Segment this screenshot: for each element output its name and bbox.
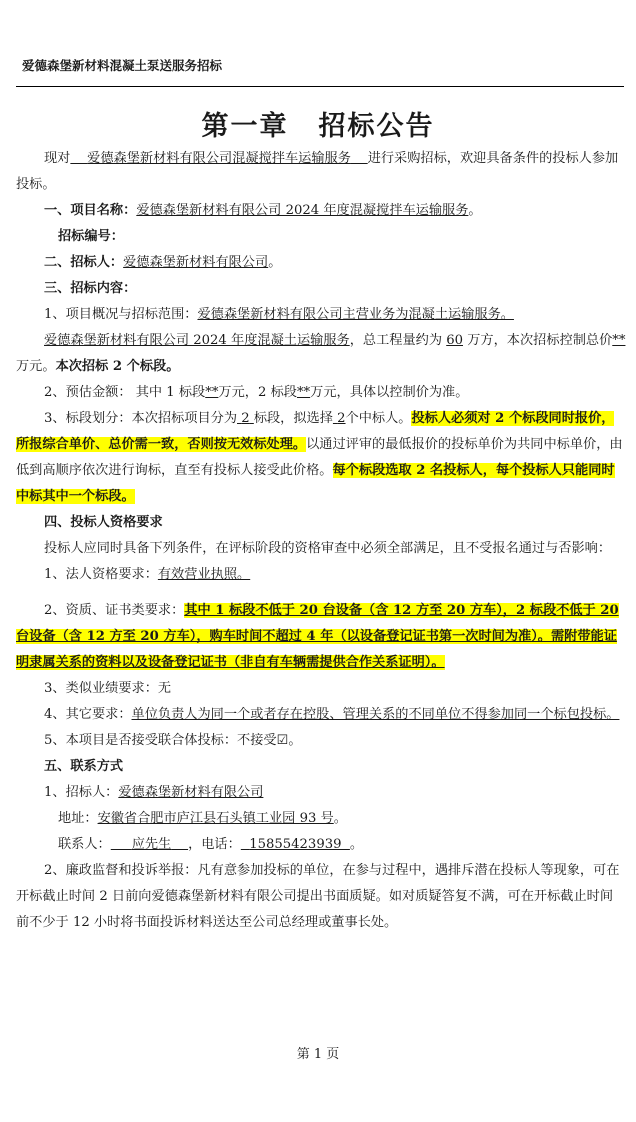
qualification-2: 2、资质、证书类要求：其中 1 标段不低于 20 台设备（含 12 方至 20 方车），2 标段不低于 20 台设备（含 12 方至 20 方车），购车时间不超过 4 年（以设备登记证书第一次时间为准）。需附带能证明隶属关系的资料以及设备登记证书（非自有车辆需提供合作关系证明）。: [16, 603, 619, 670]
chapter-title: [0, 104, 636, 143]
qualification-5: 5、本项目是否接受联合体投标：不接受☑。: [44, 733, 302, 748]
contact-address: 地址：安徽省合肥市庐江县石头镇工业园 93 号。: [58, 811, 347, 826]
intro-paragraph: 现对 爱德森堡新材料有限公司混凝搅拌车运输服务 进行采购招标，欢迎具备条件的投标人参加投标。: [16, 151, 619, 192]
running-header: 爱德森堡新材料混凝土泵送服务招标: [22, 58, 223, 73]
contact-tenderer: 1、招标人：爱德森堡新材料有限公司: [44, 785, 264, 800]
qualification-intro: 投标人应同时具备下列条件，在评标阶段的资格审查中必须全部满足，且不受报名通过与否影响：: [44, 541, 612, 556]
section-4-heading: 四、投标人资格要求: [44, 515, 163, 530]
section-3-heading: 三、招标内容：: [44, 281, 137, 296]
qualification-3: 3、类似业绩要求：无: [44, 681, 172, 696]
document-body: [16, 146, 626, 936]
contact-complaint: 2、廉政监督和投诉举报：凡有意参加投标的单位，在参与过程中，遇排斥潜在投标人等现象，可在开标截止时间 2 日前向爱德森堡新材料有限公司提出书面质疑。如对质疑答复不满，可在开标截止时间前不少于 12 小时将书面投诉材料送达至公司总经理或董事长处。: [16, 863, 620, 930]
content-item-1-detail: 爱德森堡新材料有限公司 2024 年度混凝土运输服务，总工程量约为 60 万方，本次招标控制总价**万元。本次招标 2 个标段。: [16, 333, 626, 374]
chapter-number: 第一章: [201, 111, 289, 142]
content-item-1: 1、项目概况与招标范围：爱德森堡新材料有限公司主营业务为混凝土运输服务。: [44, 307, 514, 322]
page-number: 第 1 页: [296, 1047, 340, 1062]
content-item-3: 3、标段划分：本次招标项目分为 2 标段，拟选择 2个中标人。投标人必须对 2 个标段同时报价，所报综合单价、总价需一致，否则按无效标处理。以通过评审的最低报价的投标单价为共同中标单价，由低到高顺序依次进行询标，直至有投标人接受此价格。每个标段选取 2 名投标人，每个投标人只能同时中标其中一个标段。: [16, 411, 623, 504]
chapter-name: 招标公告: [318, 111, 435, 142]
contact-person: 联系人： 应先生 ，电话： 15855423939 。: [58, 837, 364, 852]
section-1-project-name: 一、项目名称：爱德森堡新材料有限公司 2024 年度混凝搅拌车运输服务。: [44, 203, 482, 218]
highlight-bid-rule: 投标人必须对 2 个标段同时报价，所报综合单价、总价需一致，否则按无效标处理。: [16, 411, 615, 452]
highlight-equipment-requirement: 其中 1 标段不低于 20 台设备（含 12 方至 20 方车），2 标段不低于 20 台设备（含 12 方至 20 方车），购车时间不超过 4 年（以设备登记证书第一次时间为准）。需附带能证明隶属关系的资料以及设备登记证书（非自有车辆需提供合作关系证明）。: [16, 603, 619, 670]
highlight-award-rule: 每个标段选取 2 名投标人，每个投标人只能同时中标其中一个标段。: [16, 463, 615, 504]
section-2-tenderer: 二、招标人：爱德森堡新材料有限公司。: [44, 255, 282, 270]
qualification-4: 4、其它要求：单位负责人为同一个或者存在控股、管理关系的不同单位不得参加同一个标包投标。: [44, 707, 620, 722]
section-5-heading: 五、联系方式: [44, 759, 124, 774]
qualification-1: 1、法人资格要求：有效营业执照。: [44, 567, 251, 582]
intro-project-underlined: 爱德森堡新材料有限公司混凝搅拌车运输服务: [87, 151, 351, 166]
bid-number: 招标编号：: [58, 229, 124, 244]
header-divider: [16, 86, 624, 87]
content-item-2: 2、预估金额： 其中 1 标段**万元，2 标段**万元，具体以控制价为准。: [44, 385, 469, 400]
